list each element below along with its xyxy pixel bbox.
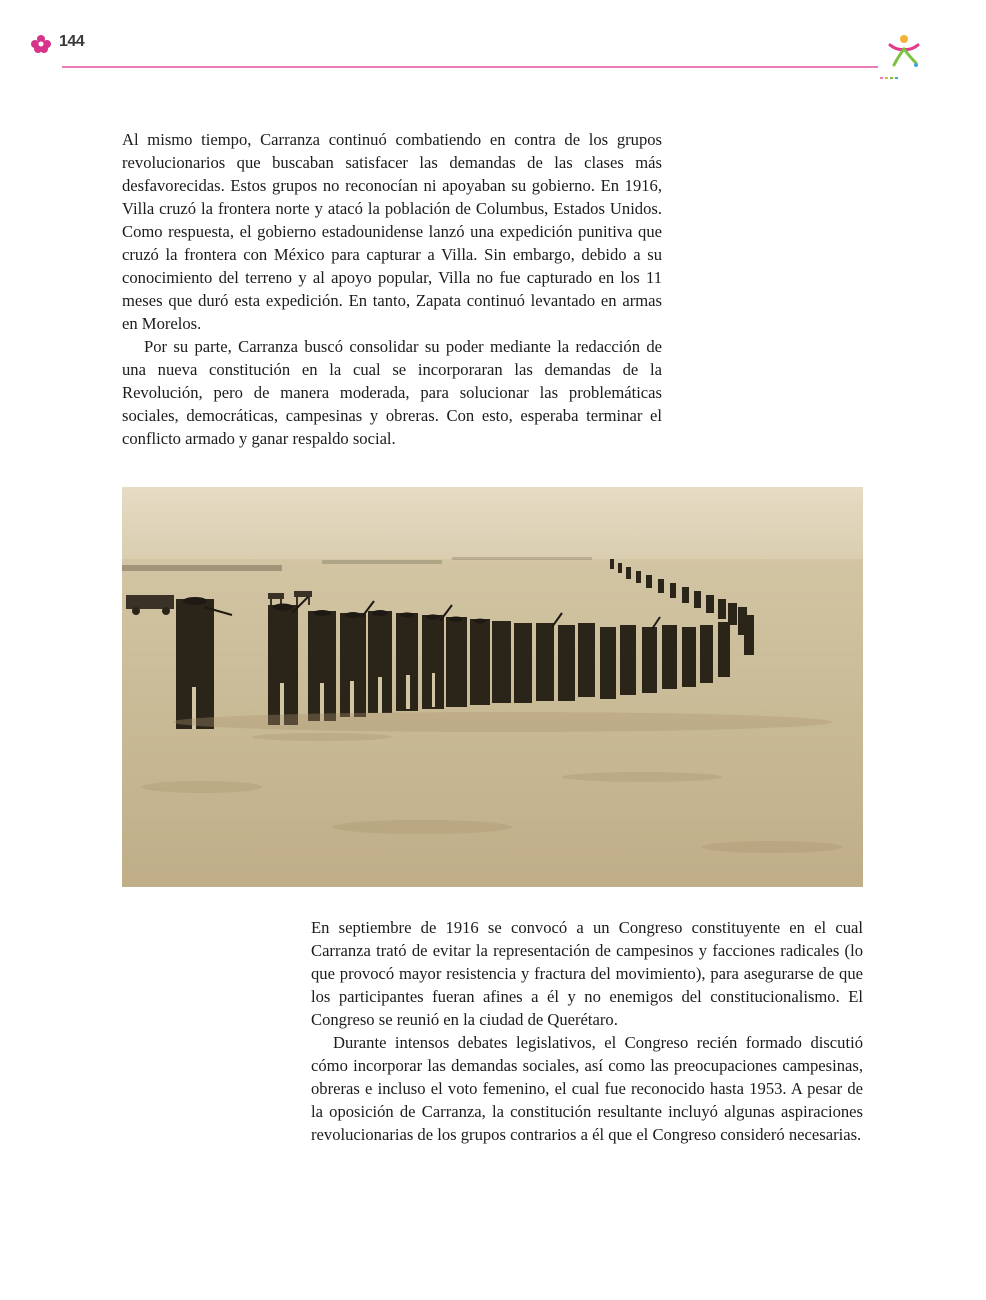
- header-rule: [62, 66, 878, 68]
- paragraph: Durante intensos debates legislativos, el Congreso recién formado discutió cómo incorporar las demandas sociales, así como las preocupaciones campesinas, obreras e incluso el voto femenino, el cual fue reconocido hasta 1953. A pesar de la oposición de Carranza, la constitución resultante incluyó algunas aspiraciones revolucionarias de los grupos contrarios a él que el Congreso consideró necesarias.: [311, 1033, 863, 1144]
- paragraph: Por su parte, Carranza buscó consolidar su poder mediante la redacción de una nueva constitución en la cual se incorporaran las demandas de la Revolución, pero de manera moderada, para solucionar las problemáticas sociales, democráticas, campesinas y obreras. Con esto, esperaba terminar el conflicto armado y ganar respaldo social.: [122, 337, 662, 448]
- person-logo-icon: [886, 33, 922, 69]
- photo-illustration: [122, 487, 863, 887]
- paragraph: En septiembre de 1916 se convocó a un Congreso constituyente en el cual Carranza trató de evitar la representación de campesinos y facciones radicales (lo que provocó mayor resistencia y fractura del movimiento), para asegurarse de que los participantes fueran afines a él y no enemigos del constitucionalismo. El Congreso se reunió en la ciudad de Querétaro.: [311, 918, 863, 1029]
- paragraph: Al mismo tiempo, Carranza continuó combatiendo en contra de los grupos revolucionarios que buscaban satisfacer las demandas de las clases más desfavorecidas. Estos grupos no reconocían ni apoyaban su gobierno. En 1916, Villa cruzó la frontera norte y atacó la población de Columbus, Estados Unidos. Como respuesta, el gobierno estadounidense lanzó una expedición punitiva que cruzó la frontera con México para capturar a Villa. Sin embargo, debido a su conocimiento del terreno y al apoyo popular, Villa no fue capturado en los 11 meses que duró esta expedición. En tanto, Zapata continuó levantado en armas en Morelos.: [122, 130, 662, 333]
- flower-icon: [30, 33, 52, 55]
- page-number: 144: [59, 33, 85, 50]
- bottom-text-block: [311, 916, 863, 1146]
- page-header: [0, 0, 986, 80]
- historical-photo-soldiers-marching: [122, 487, 863, 887]
- top-text-block: [122, 128, 662, 450]
